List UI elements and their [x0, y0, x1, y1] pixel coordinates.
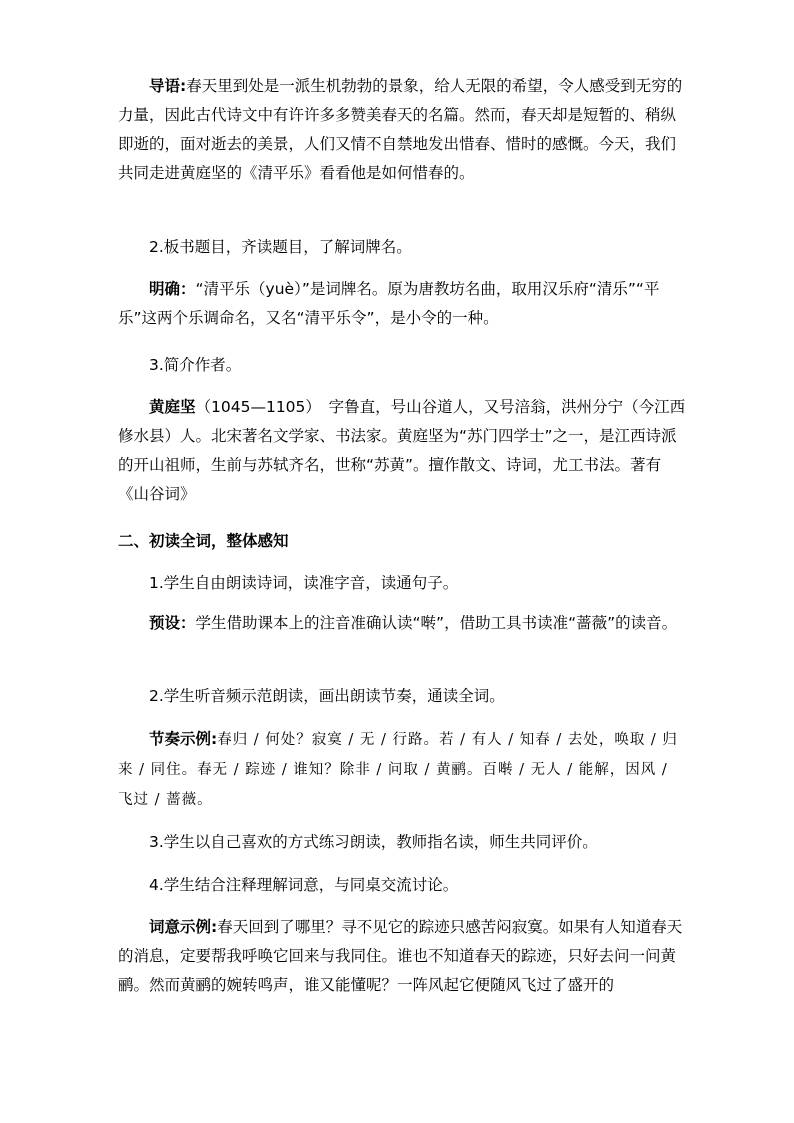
intro-text: 春天里到处是一派生机勃勃的景象，给人无限的希望，令人感受到无穷的力量，因此古代诗文中有许许多多赞美春天的名篇。然而，春天却是短暂的、稍纵即逝的，面对逝去的美景，人们又情不自禁地发出惜春、惜时的感慨。今天，我们共同走进黄庭坚的《清平乐》看看他是如何惜春的。	[118, 77, 683, 182]
meaning-label: 词意示例:	[149, 918, 218, 936]
step-1-free-reading: 1.学生自由朗读诗词，读准字音，读通句子。	[149, 574, 459, 592]
clarify-label: 明确：	[149, 280, 196, 298]
meaning-text: 春天回到了哪里？寻不见它的踪迹只感苦闷寂寞。如果有人知道春天的消息，定要帮我呼唤它回来与我同住。谁也不知道春天的踪迹，只好去问一问黄鹂。然而黄鹂的婉转鸣声，谁又能懂呢？一阵风起它便随风飞过了盛开的	[118, 918, 683, 994]
preset-text: 学生借助课本上的注音准确认读“啭”，借助工具书读准“蔷薇”的读音。	[195, 614, 678, 632]
clarify-text: “清平乐（yuè）”是词牌名。原为唐教坊名曲，取用汉乐府“清乐”“平乐”这两个乐调命名，又名“清平乐令”，是小令的一种。	[118, 280, 660, 327]
step-3-practice-reading: 3.学生以自己喜欢的方式练习朗读，教师指名读，师生共同评价。	[149, 833, 598, 851]
meaning-paragraph	[118, 913, 688, 1000]
author-text: （1045—1105） 字鲁直，号山谷道人，又号涪翁，洪州分宁（今江西修水县）人。北宋著名文学家、书法家。黄庭坚为“苏门四学士”之一，是江西诗派的开山祖师，生前与苏轼齐名，世称“苏黄”。擅作散文、诗词，尤工书法。著有《山谷词》	[118, 398, 686, 503]
step-2-audio-reading: 2.学生听音频示范朗读，画出朗读节奏，通读全词。	[149, 687, 505, 705]
author-paragraph	[118, 393, 688, 509]
preset-label: 预设：	[149, 614, 196, 632]
step-4-understand-meaning: 4.学生结合注释理解词意，与同桌交流讨论。	[149, 876, 459, 894]
rhythm-paragraph	[118, 725, 688, 815]
rhythm-text: 春归 / 何处？寂寞 / 无 / 行路。若 / 有人 / 知春 / 去处，唤取 / 归来 / 同住。春无 / 踪迹 / 谁知？除非 / 问取 / 黄鹂。百啭 / 无人 / 能解，因风 / 飞过 / 蔷薇。	[118, 732, 678, 808]
rhythm-label: 节奏示例:	[149, 730, 218, 748]
author-name: 黄庭坚	[149, 398, 196, 416]
clarify-paragraph	[118, 275, 688, 333]
step-3-author-intro: 3.简介作者。	[149, 356, 242, 374]
preset-paragraph	[118, 609, 688, 638]
intro-label: 导语:	[149, 77, 187, 95]
section-heading-2: 二、初读全词，整体感知	[118, 532, 289, 550]
intro-paragraph	[118, 72, 688, 188]
step-2-board-title: 2.板书题目，齐读题目，了解词牌名。	[149, 238, 412, 256]
